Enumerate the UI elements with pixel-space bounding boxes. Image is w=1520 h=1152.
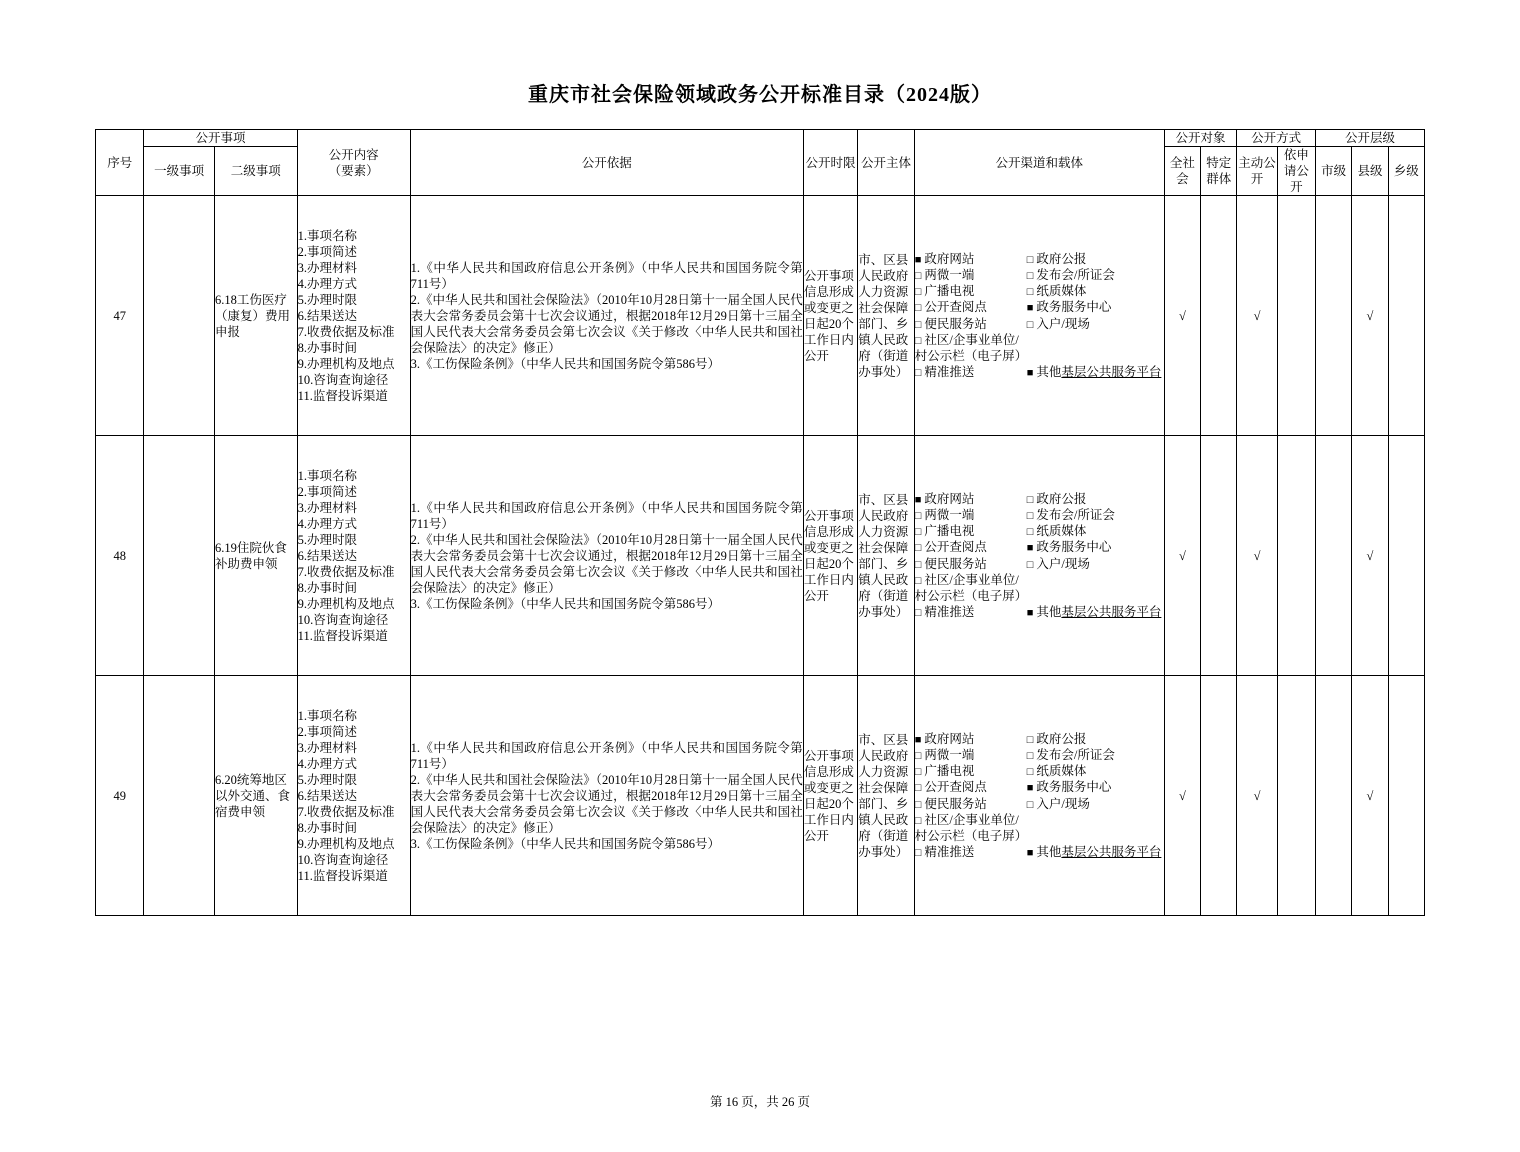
content-element: 4.办理方式 <box>297 756 358 771</box>
channel-checkbox[interactable] <box>915 542 922 554</box>
content-element: 5.办理时限 <box>297 772 358 787</box>
channel-label: 入户/现场 <box>1036 556 1090 571</box>
row-level1 <box>144 436 215 676</box>
channel-checkbox[interactable] <box>915 319 922 331</box>
channel-label: 发布会/所证会 <box>1036 748 1115 763</box>
channel-label: 精准推送 <box>924 364 975 379</box>
table-body <box>96 196 1425 916</box>
row-level1 <box>144 196 215 436</box>
channel-label: 政府网站 <box>924 252 975 267</box>
channel-checkbox[interactable] <box>1027 367 1034 379</box>
content-element: 6.结果送达 <box>297 308 358 323</box>
channel-label: 社区/企事业单位/村公示栏（电子屏） <box>914 332 1028 363</box>
row-seq: 48 <box>96 436 144 676</box>
channel-checkbox[interactable] <box>915 526 922 538</box>
row-level-town[interactable] <box>1388 436 1424 676</box>
channel-checkbox[interactable] <box>915 510 922 522</box>
channel-checkbox[interactable] <box>1027 782 1034 794</box>
basis-line: 2.《中华人民共和国社会保险法》（2010年10月28日第十一届全国人民代表大会常务委员会第十七次会议通过，根据2018年12月29日第十三届全国人民代表大会常务委员会第七次会议《关于修改〈中华人民共和国社会保险法〉的决定》修正） <box>410 772 803 835</box>
basis-line: 3.《工伤保险条例》（中华人民共和国国务院令第586号） <box>410 356 720 371</box>
channel-label: 两微一端 <box>924 268 975 283</box>
channel-label: 精准推送 <box>924 844 975 859</box>
header-audience-all: 全社会 <box>1164 147 1200 196</box>
row-seq: 49 <box>96 676 144 916</box>
channel-checkbox[interactable] <box>1027 799 1034 811</box>
channel-checkbox[interactable] <box>1027 766 1034 778</box>
header-level2: 二级事项 <box>214 147 297 196</box>
channel-checkbox[interactable] <box>915 367 922 379</box>
basis-line: 1.《中华人民共和国政府信息公开条例》（中华人民共和国国务院令第711号） <box>410 740 803 771</box>
row-level-city[interactable] <box>1316 676 1352 916</box>
content-element: 9.办理机构及地点 <box>297 836 395 851</box>
channel-checkbox[interactable] <box>915 782 922 794</box>
channel-label: 社区/企事业单位/村公示栏（电子屏） <box>914 572 1028 603</box>
content-element: 6.结果送达 <box>297 548 358 563</box>
header-subject: 公开主体 <box>858 130 914 196</box>
channel-label: 政府公报 <box>1036 492 1087 507</box>
header-channel: 公开渠道和载体 <box>914 130 1164 196</box>
channel-label: 广播电视 <box>924 524 975 539</box>
channel-label: 政府公报 <box>1036 732 1087 747</box>
content-element: 6.结果送达 <box>297 788 358 803</box>
basis-line: 3.《工伤保险条例》（中华人民共和国国务院令第586号） <box>410 596 720 611</box>
channel-label: 广播电视 <box>924 764 975 779</box>
page-footer: 第 16 页，共 26 页 <box>709 1095 810 1109</box>
basis-line: 2.《中华人民共和国社会保险法》（2010年10月28日第十一届全国人民代表大会常务委员会第十七次会议通过，根据2018年12月29日第十三届全国人民代表大会常务委员会第七次会议《关于修改〈中华人民共和国社会保险法〉的决定》修正） <box>410 292 803 355</box>
table-row <box>96 196 1425 436</box>
row-content-elements <box>297 436 410 676</box>
content-element: 11.监督投诉渠道 <box>297 868 388 883</box>
channel-checkbox[interactable] <box>915 254 922 266</box>
channel-label: 便民服务站 <box>924 556 987 571</box>
content-element: 10.咨询查询途径 <box>297 372 389 387</box>
row-method-apply[interactable] <box>1277 436 1315 676</box>
content-element: 10.咨询查询途径 <box>297 612 389 627</box>
channel-checkbox[interactable] <box>1027 847 1034 859</box>
header-level-town: 乡级 <box>1388 147 1424 196</box>
row-level-county[interactable]: √ <box>1352 196 1388 436</box>
content-element: 1.事项名称 <box>297 228 358 243</box>
channel-checkbox[interactable] <box>915 494 922 506</box>
channel-label: 入户/现场 <box>1036 316 1090 331</box>
header-audience-specific: 特定群体 <box>1201 147 1237 196</box>
content-element: 5.办理时限 <box>297 292 358 307</box>
row-level-town[interactable] <box>1388 676 1424 916</box>
row-level-city[interactable] <box>1316 196 1352 436</box>
row-basis <box>410 676 803 916</box>
header-level-county: 县级 <box>1352 147 1388 196</box>
content-element: 1.事项名称 <box>297 708 358 723</box>
row-time-limit: 公开事项信息形成或变更之日起20个工作日内公开 <box>803 196 857 436</box>
row-subject: 市、区县人民政府人力资源社会保障部门、乡镇人民政府（街道办事处） <box>858 676 914 916</box>
content-element: 4.办理方式 <box>297 276 358 291</box>
channel-label: 纸质媒体 <box>1036 764 1087 779</box>
content-element: 4.办理方式 <box>297 516 358 531</box>
basis-line: 2.《中华人民共和国社会保险法》（2010年10月28日第十一届全国人民代表大会常务委员会第十七次会议通过，根据2018年12月29日第十三届全国人民代表大会常务委员会第七次会议《关于修改〈中华人民共和国社会保险法〉的决定》修正） <box>410 532 803 595</box>
channel-label: 政务服务中心 <box>1036 300 1112 315</box>
row-basis <box>410 196 803 436</box>
row-audience-specific[interactable] <box>1201 436 1237 676</box>
basis-line: 1.《中华人民共和国政府信息公开条例》（中华人民共和国国务院令第711号） <box>410 500 803 531</box>
row-subject: 市、区县人民政府人力资源社会保障部门、乡镇人民政府（街道办事处） <box>858 436 914 676</box>
channel-checkbox[interactable] <box>1027 510 1034 522</box>
row-audience-all[interactable]: √ <box>1164 196 1200 436</box>
content-element: 7.收费依据及标准 <box>297 564 395 579</box>
channel-checkbox[interactable] <box>915 575 922 587</box>
channel-checkbox[interactable] <box>1027 559 1034 571</box>
channel-other-value: 基层公共服务平台 <box>1061 844 1162 859</box>
channel-cell <box>914 676 1164 916</box>
channel-checkbox[interactable] <box>1027 607 1034 619</box>
row-subject: 市、区县人民政府人力资源社会保障部门、乡镇人民政府（街道办事处） <box>858 196 914 436</box>
header-method-active: 主动公开 <box>1237 147 1277 196</box>
row-audience-all[interactable]: √ <box>1164 436 1200 676</box>
table-row <box>96 676 1425 916</box>
content-element: 7.收费依据及标准 <box>297 804 395 819</box>
header-level-city: 市级 <box>1316 147 1352 196</box>
header-basis: 公开依据 <box>410 130 803 196</box>
content-element: 9.办理机构及地点 <box>297 356 395 371</box>
row-seq: 47 <box>96 196 144 436</box>
row-level-city[interactable] <box>1316 436 1352 676</box>
document-page <box>0 78 1520 1152</box>
channel-label: 公开查阅点 <box>924 780 987 795</box>
disclosure-catalog-table <box>95 129 1425 916</box>
channel-label: 公开查阅点 <box>924 300 987 315</box>
content-element: 8.办事时间 <box>297 580 358 595</box>
channel-checkbox[interactable] <box>915 286 922 298</box>
channel-label: 精准推送 <box>924 604 975 619</box>
header-content <box>297 130 410 196</box>
channel-label: 两微一端 <box>924 748 975 763</box>
row-method-apply[interactable] <box>1277 196 1315 436</box>
header-method-apply: 依申请公开 <box>1277 147 1315 196</box>
content-element: 8.办事时间 <box>297 820 358 835</box>
header-level1: 一级事项 <box>144 147 215 196</box>
row-time-limit: 公开事项信息形成或变更之日起20个工作日内公开 <box>803 436 857 676</box>
row-basis <box>410 436 803 676</box>
row-level1 <box>144 676 215 916</box>
row-time-limit: 公开事项信息形成或变更之日起20个工作日内公开 <box>803 676 857 916</box>
content-element: 11.监督投诉渠道 <box>297 628 388 643</box>
content-element: 2.事项简述 <box>297 724 358 739</box>
content-element: 3.办理材料 <box>297 260 358 275</box>
channel-label: 两微一端 <box>924 508 975 523</box>
channel-label: 社区/企事业单位/村公示栏（电子屏） <box>914 812 1028 843</box>
channel-other-value: 基层公共服务平台 <box>1061 604 1162 619</box>
channel-checkbox[interactable] <box>1027 270 1034 282</box>
header-audience-group: 公开对象 <box>1164 130 1237 147</box>
content-element: 8.办事时间 <box>297 340 358 355</box>
channel-checkbox[interactable] <box>915 847 922 859</box>
channel-checkbox[interactable] <box>1027 734 1034 746</box>
channel-label: 政府网站 <box>924 492 975 507</box>
channel-checkbox[interactable] <box>1027 319 1034 331</box>
channel-label: 发布会/所证会 <box>1036 268 1115 283</box>
header-content-line1: 公开内容 <box>328 147 379 162</box>
content-element: 7.收费依据及标准 <box>297 324 395 339</box>
channel-label: 政务服务中心 <box>1036 780 1112 795</box>
row-level2: 6.19住院伙食补助费申领 <box>214 436 297 676</box>
row-content-elements <box>297 676 410 916</box>
channel-checkbox[interactable] <box>915 734 922 746</box>
content-element: 10.咨询查询途径 <box>297 852 389 867</box>
channel-label: 政府网站 <box>924 732 975 747</box>
channel-label: 政务服务中心 <box>1036 540 1112 555</box>
channel-other-value: 基层公共服务平台 <box>1061 364 1162 379</box>
row-level-county[interactable]: √ <box>1352 436 1388 676</box>
channel-label: 纸质媒体 <box>1036 284 1087 299</box>
channel-label: 其他 <box>1036 604 1062 619</box>
row-level-county[interactable]: √ <box>1352 676 1388 916</box>
content-element: 5.办理时限 <box>297 532 358 547</box>
channel-checkbox[interactable] <box>1027 286 1034 298</box>
channel-label: 便民服务站 <box>924 316 987 331</box>
header-time-limit: 公开时限 <box>803 130 857 196</box>
content-element: 9.办理机构及地点 <box>297 596 395 611</box>
channel-label: 入户/现场 <box>1036 796 1090 811</box>
channel-checkbox[interactable] <box>915 335 922 347</box>
channel-checkbox[interactable] <box>1027 494 1034 506</box>
channel-label: 广播电视 <box>924 284 975 299</box>
content-element: 3.办理材料 <box>297 740 358 755</box>
header-level-group: 公开层级 <box>1316 130 1425 147</box>
channel-label: 纸质媒体 <box>1036 524 1087 539</box>
basis-line: 3.《工伤保险条例》（中华人民共和国国务院令第586号） <box>410 836 720 851</box>
content-element: 3.办理材料 <box>297 500 358 515</box>
table-header <box>96 130 1425 196</box>
channel-checkbox[interactable] <box>915 302 922 314</box>
row-method-active[interactable]: √ <box>1237 436 1277 676</box>
basis-line: 1.《中华人民共和国政府信息公开条例》（中华人民共和国国务院令第711号） <box>410 260 803 291</box>
content-element: 2.事项简述 <box>297 484 358 499</box>
channel-checkbox[interactable] <box>915 750 922 762</box>
row-content-elements <box>297 196 410 436</box>
channel-label: 便民服务站 <box>924 796 987 811</box>
channel-checkbox[interactable] <box>1027 254 1034 266</box>
channel-checkbox[interactable] <box>915 559 922 571</box>
row-method-active[interactable]: √ <box>1237 676 1277 916</box>
channel-cell <box>914 196 1164 436</box>
channel-checkbox[interactable] <box>915 815 922 827</box>
channel-label: 政府公报 <box>1036 252 1087 267</box>
header-matter-group: 公开事项 <box>144 130 297 147</box>
channel-checkbox[interactable] <box>915 270 922 282</box>
channel-label: 发布会/所证会 <box>1036 508 1115 523</box>
channel-checkbox[interactable] <box>915 766 922 778</box>
channel-label: 其他 <box>1036 844 1062 859</box>
row-method-active[interactable]: √ <box>1237 196 1277 436</box>
content-element: 1.事项名称 <box>297 468 358 483</box>
channel-cell <box>914 436 1164 676</box>
row-level2: 6.20统筹地区以外交通、食宿费申领 <box>214 676 297 916</box>
channel-checkbox[interactable] <box>1027 542 1034 554</box>
row-audience-specific[interactable] <box>1201 196 1237 436</box>
row-method-apply[interactable] <box>1277 676 1315 916</box>
table-row <box>96 436 1425 676</box>
row-audience-specific[interactable] <box>1201 676 1237 916</box>
channel-label: 其他 <box>1036 364 1062 379</box>
channel-checkbox[interactable] <box>1027 302 1034 314</box>
channel-label: 公开查阅点 <box>924 540 987 555</box>
content-element: 11.监督投诉渠道 <box>297 388 388 403</box>
row-audience-all[interactable]: √ <box>1164 676 1200 916</box>
row-level2: 6.18工伤医疗（康复）费用申报 <box>214 196 297 436</box>
channel-checkbox[interactable] <box>1027 750 1034 762</box>
content-element: 2.事项简述 <box>297 244 358 259</box>
header-seq: 序号 <box>96 130 144 196</box>
channel-checkbox[interactable] <box>1027 526 1034 538</box>
channel-checkbox[interactable] <box>915 799 922 811</box>
channel-checkbox[interactable] <box>915 607 922 619</box>
header-method-group: 公开方式 <box>1237 130 1316 147</box>
header-content-line2: （要素） <box>328 163 379 178</box>
row-level-town[interactable] <box>1388 196 1424 436</box>
page-title: 重庆市社会保险领域政务公开标准目录（2024版） <box>528 84 992 106</box>
